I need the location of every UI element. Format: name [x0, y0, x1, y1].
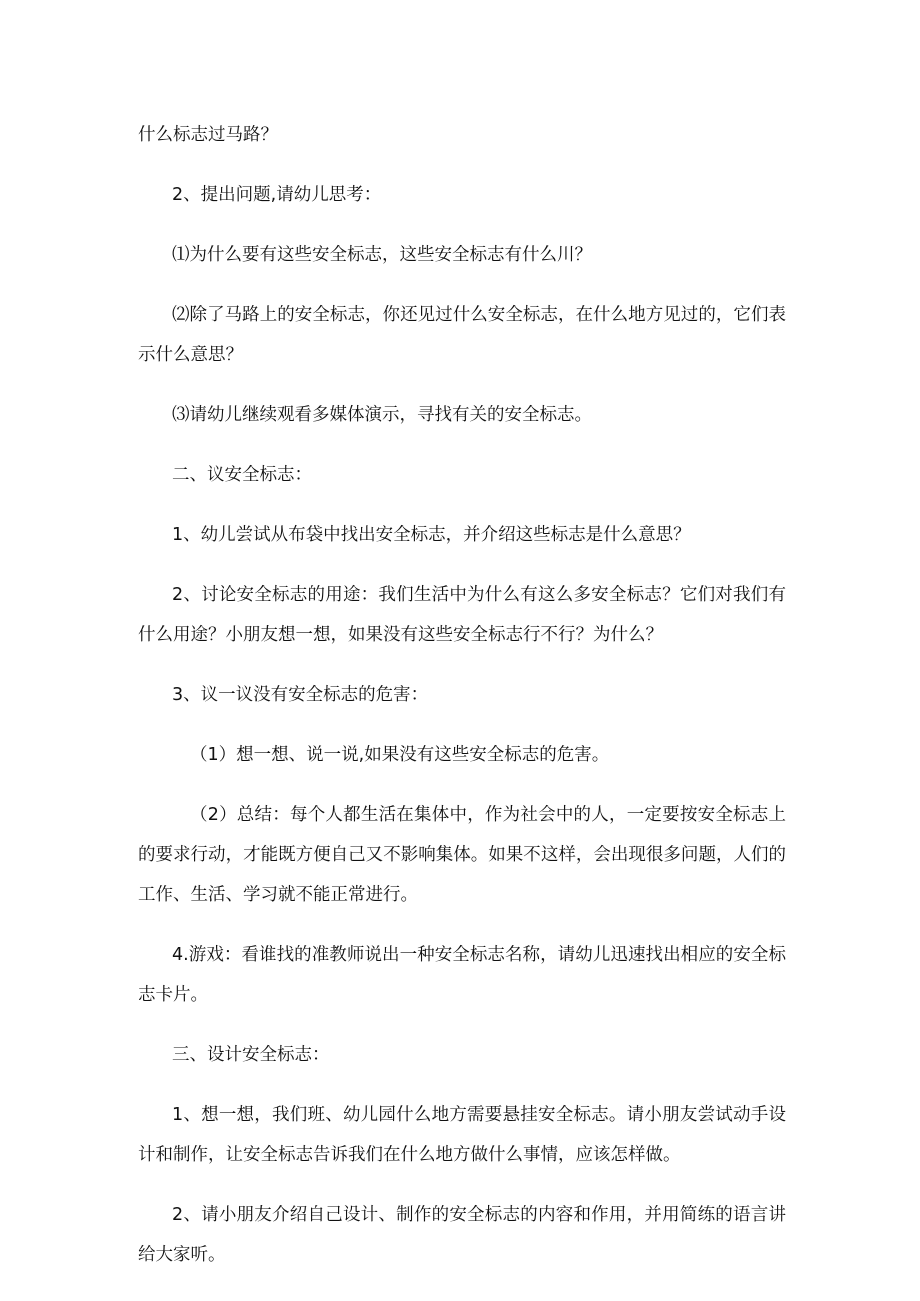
paragraph: ⑵除了马路上的安全标志，你还见过什么安全标志，在什么地方见过的，它们表示什么意思？ [138, 305, 786, 365]
paragraph: ⑶请幼儿继续观看多媒体演示，寻找有关的安全标志。 [172, 405, 592, 425]
paragraph: 3、议一议没有安全标志的危害： [172, 685, 429, 705]
paragraph: ⑴为什么要有这些安全标志，这些安全标志有什么川？ [172, 245, 592, 265]
paragraph: 2、讨论安全标志的用途：我们生活中为什么有这么多安全标志？它们对我们有什么用途？小朋友想一想，如果没有这些安全标志行不行？为什么？ [138, 585, 786, 645]
paragraph: 什么标志过马路？ [138, 125, 278, 145]
paragraph: 1、幼儿尝试从布袋中找出安全标志，并介绍这些标志是什么意思？ [172, 525, 691, 545]
paragraph: 1、想一想，我们班、幼儿园什么地方需要悬挂安全标志。请小朋友尝试动手设计和制作，让安全标志告诉我们在什么地方做什么事情，应该怎样做。 [138, 1105, 786, 1165]
paragraph: 2、请小朋友介绍自己设计、制作的安全标志的内容和作用，并用简练的语言讲给大家听。 [138, 1205, 786, 1265]
section-heading: 二、议安全标志： [172, 465, 312, 485]
paragraph: 2、提出问题,请幼儿思考： [172, 185, 382, 205]
paragraph: （2）总结：每个人都生活在集体中，作为社会中的人，一定要按安全标志上的要求行动，才能既方便自己又不影响集体。如果不这样，会出现很多问题，人们的工作、生活、学习就不能正常进行。 [138, 805, 786, 905]
paragraph: （1）想一想、说一说,如果没有这些安全标志的危害。 [190, 745, 610, 765]
section-heading: 三、设计安全标志： [172, 1045, 330, 1065]
paragraph: 4.游戏：看谁找的准教师说出一种安全标志名称，请幼儿迅速找出相应的安全标志卡片。 [138, 945, 786, 1005]
document-body [138, 115, 786, 1295]
